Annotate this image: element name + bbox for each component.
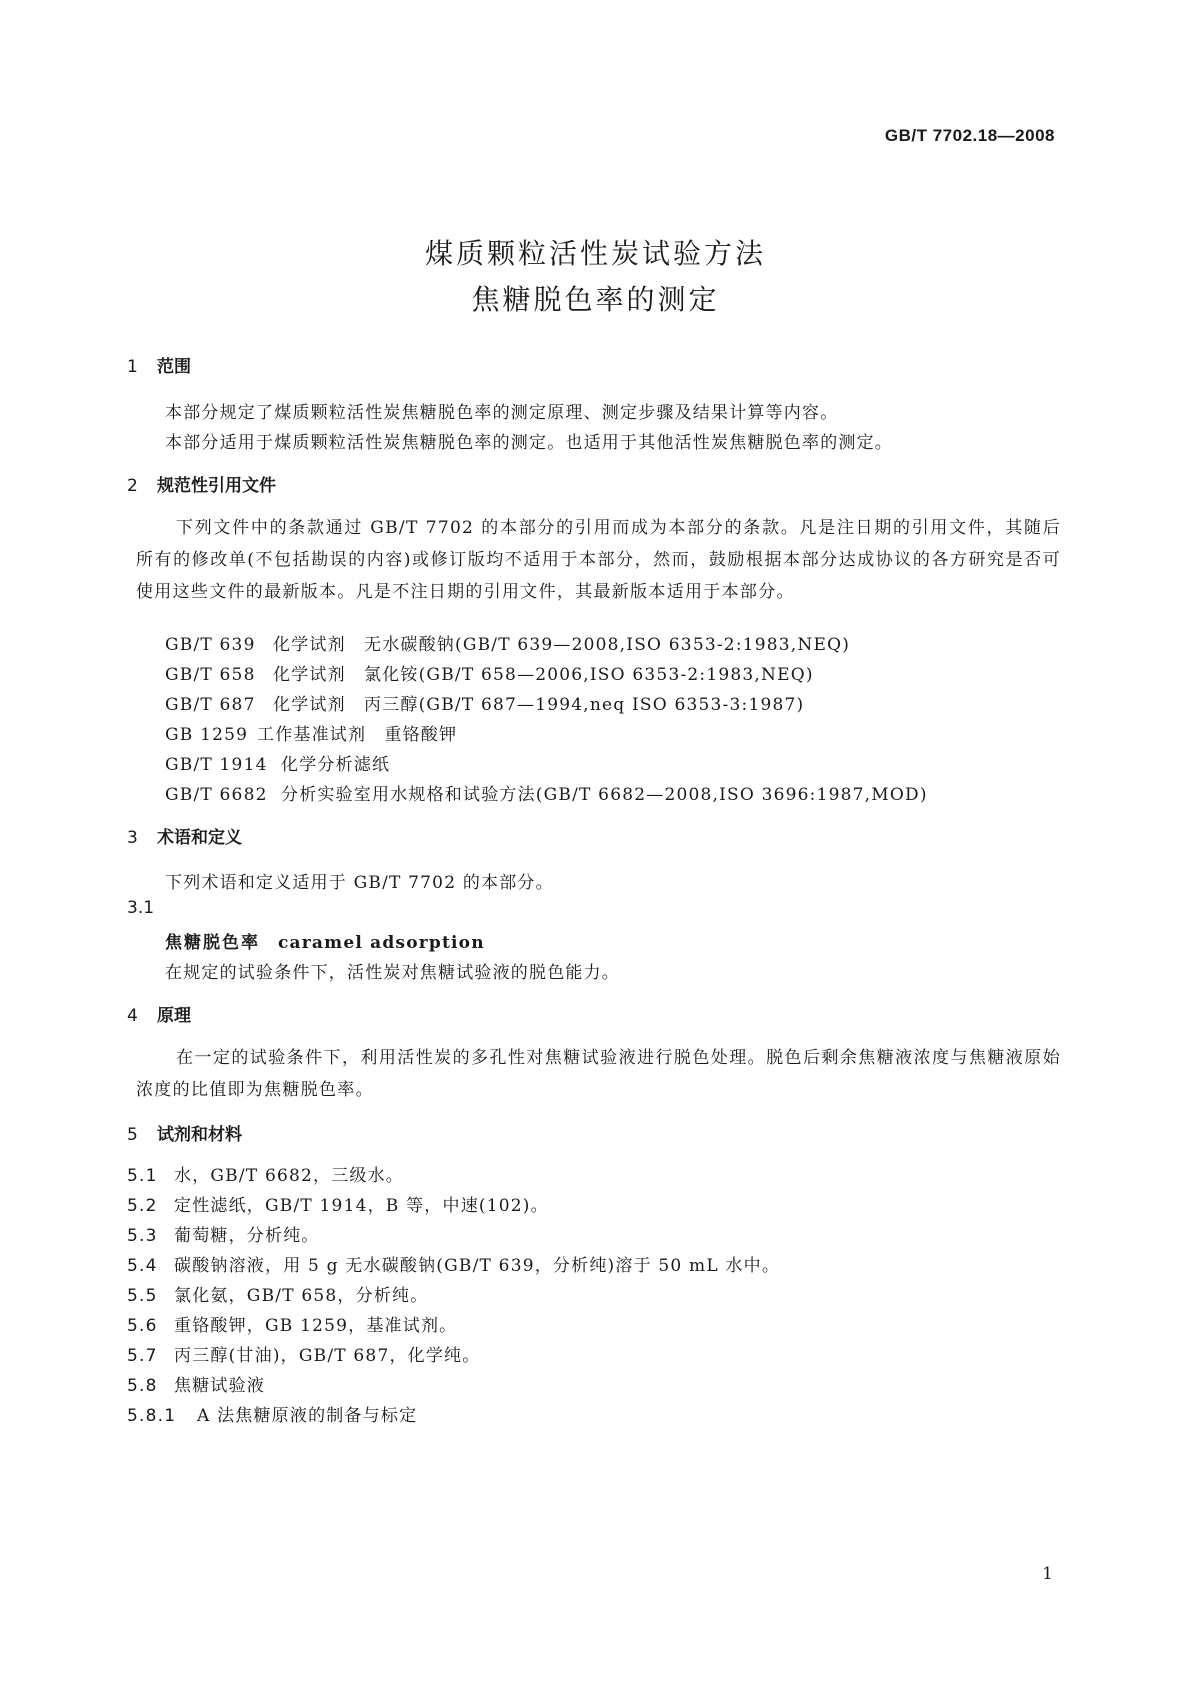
section-title: 术语和定义 xyxy=(157,828,242,848)
reagent-item xyxy=(127,1341,480,1366)
reference-item xyxy=(165,720,457,745)
reagent-item xyxy=(127,1251,780,1276)
item-number: 5.2 xyxy=(127,1196,158,1216)
item-number: 5.3 xyxy=(127,1226,158,1246)
reference-text: 分析实验室用水规格和试验方法(GB/T 6682—2008,ISO 3696:1987,MOD) xyxy=(281,785,928,805)
reference-text: 化学试剂 丙三醇(GB/T 687—1994,neq ISO 6353-3:1987) xyxy=(273,695,805,715)
term-chinese: 焦糖脱色率 xyxy=(165,933,260,953)
section-title: 试剂和材料 xyxy=(157,1125,242,1145)
reference-text: 化学试剂 氯化铵(GB/T 658—2006,ISO 6353-2:1983,NEQ) xyxy=(273,665,814,685)
page-number: 1 xyxy=(1042,1564,1053,1584)
references-intro: 下列文件中的条款通过 GB/T 7702 的本部分的引用而成为本部分的条款。凡是注日期的引用文件，其随后所有的修改单(不包括勘误的内容)或修订版均不适用于本部分，然而，鼓励根据本部分达成协议的各方研究是否可使用这些文件的最新版本。凡是不注日期的引用文件，其最新版本适用于本部分。 xyxy=(136,518,1061,602)
reference-item xyxy=(165,780,928,805)
document-title-line1: 煤质颗粒活性炭试验方法 xyxy=(424,237,766,270)
standard-code: GB/T 7702.18—2008 xyxy=(884,126,1055,145)
item-text: 焦糖试验液 xyxy=(174,1376,265,1396)
section-1-heading xyxy=(127,352,191,377)
item-number: 5.1 xyxy=(127,1166,158,1186)
reagent-item xyxy=(127,1161,404,1186)
reagent-item xyxy=(127,1371,265,1396)
reference-item xyxy=(165,750,390,775)
term-entry xyxy=(165,928,485,953)
term-english: caramel adsorption xyxy=(278,933,485,953)
reference-code: GB/T 1914 xyxy=(165,755,268,775)
item-number: 5.8.1 xyxy=(127,1406,177,1426)
item-number: 5.8 xyxy=(127,1376,158,1396)
section-title: 范围 xyxy=(157,357,191,377)
section-title: 规范性引用文件 xyxy=(157,476,276,496)
reference-code: GB/T 6682 xyxy=(165,785,268,805)
section-number: 5 xyxy=(127,1125,138,1145)
reference-code: GB/T 639 xyxy=(165,635,256,655)
subclause-number: 3.1 xyxy=(127,898,155,918)
item-text: 葡萄糖，分析纯。 xyxy=(174,1226,320,1246)
section-5-heading xyxy=(127,1120,242,1145)
scope-paragraph-1: 本部分规定了煤质颗粒活性炭焦糖脱色率的测定原理、测定步骤及结果计算等内容。 xyxy=(165,403,839,423)
principle-paragraph: 在一定的试验条件下，利用活性炭的多孔性对焦糖试验液进行脱色处理。脱色后剩余焦糖液浓度与焦糖液原始浓度的比值即为焦糖脱色率。 xyxy=(136,1048,1061,1100)
scope-paragraph-2: 本部分适用于煤质颗粒活性炭焦糖脱色率的测定。也适用于其他活性炭焦糖脱色率的测定。 xyxy=(165,433,893,453)
section-4-heading xyxy=(127,1001,191,1026)
terms-intro: 下列术语和定义适用于 GB/T 7702 的本部分。 xyxy=(165,873,554,893)
item-number: 5.6 xyxy=(127,1316,158,1336)
reference-text: 化学试剂 无水碳酸钠(GB/T 639—2008,ISO 6353-2:1983,NEQ) xyxy=(273,635,851,655)
item-text: 重铬酸钾，GB 1259，基准试剂。 xyxy=(174,1316,458,1336)
reference-item xyxy=(165,690,804,715)
document-title-line2: 焦糖脱色率的测定 xyxy=(471,283,720,316)
section-2-heading xyxy=(127,471,276,496)
reagent-item xyxy=(127,1401,417,1426)
term-definition: 在规定的试验条件下，活性炭对焦糖试验液的脱色能力。 xyxy=(165,963,620,983)
section-3-heading xyxy=(127,823,242,848)
item-text: 水，GB/T 6682，三级水。 xyxy=(174,1166,405,1186)
reagent-item xyxy=(127,1221,320,1246)
section-number: 2 xyxy=(127,476,138,496)
item-text: 氯化氨，GB/T 658，分析纯。 xyxy=(174,1286,429,1306)
reference-item xyxy=(165,630,850,655)
reference-text: 工作基准试剂 重铬酸钾 xyxy=(257,725,458,745)
item-text: 碳酸钠溶液，用 5 g 无水碳酸钠(GB/T 639，分析纯)溶于 50 mL 水中。 xyxy=(174,1256,781,1276)
item-number: 5.5 xyxy=(127,1286,158,1306)
section-number: 3 xyxy=(127,828,138,848)
reference-code: GB/T 687 xyxy=(165,695,256,715)
item-text: 定性滤纸，GB/T 1914，B 等，中速(102)。 xyxy=(174,1196,549,1216)
item-number: 5.4 xyxy=(127,1256,158,1276)
item-text: A 法焦糖原液的制备与标定 xyxy=(197,1406,418,1426)
reference-code: GB 1259 xyxy=(165,725,249,745)
reagent-item xyxy=(127,1311,457,1336)
reference-code: GB/T 658 xyxy=(165,665,256,685)
item-number: 5.7 xyxy=(127,1346,158,1366)
reagent-item xyxy=(127,1281,428,1306)
reference-text: 化学分析滤纸 xyxy=(281,755,391,775)
section-number: 1 xyxy=(127,357,138,377)
item-text: 丙三醇(甘油)，GB/T 687，化学纯。 xyxy=(174,1346,481,1366)
section-title: 原理 xyxy=(157,1006,191,1026)
reference-item xyxy=(165,660,814,685)
reagent-item xyxy=(127,1191,549,1216)
section-number: 4 xyxy=(127,1006,138,1026)
